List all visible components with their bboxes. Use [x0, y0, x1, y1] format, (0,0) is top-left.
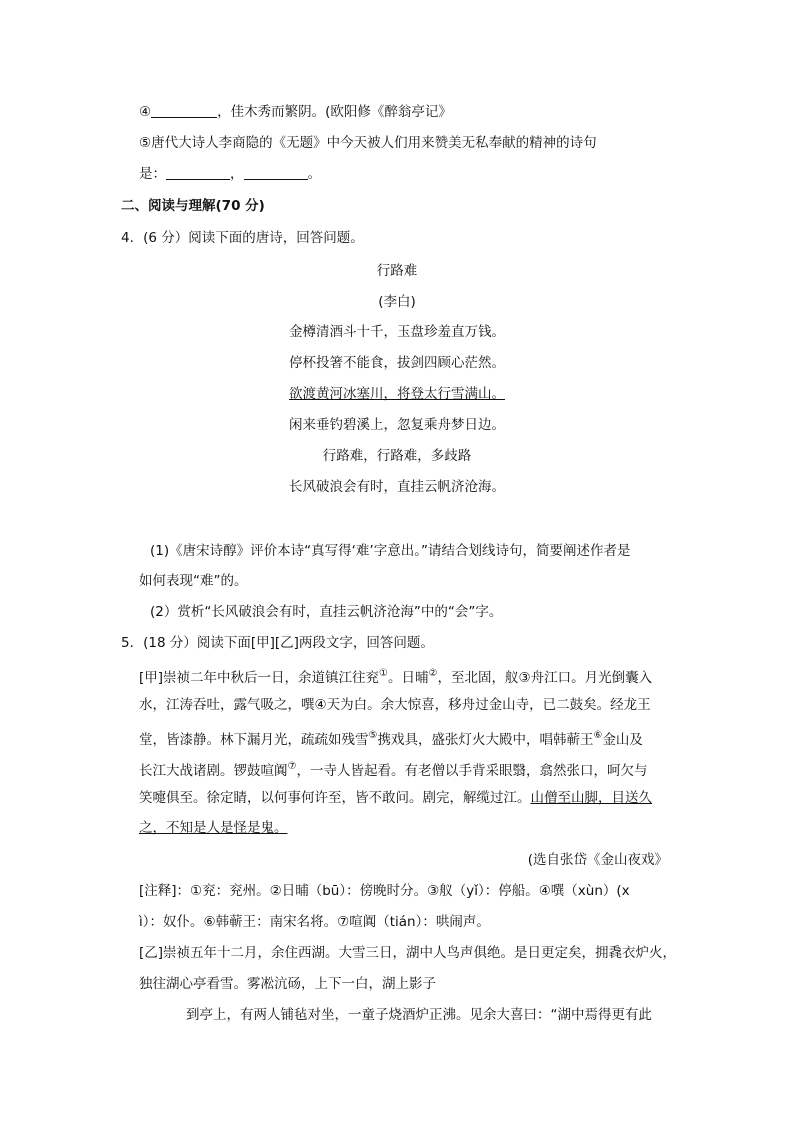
q4-stem: 4．(6 分）阅读下面的唐诗，回答问题。	[121, 230, 364, 246]
q3-item4: ④ ，佳木秀而繁阴。(欧阳修《醉翁亭记》	[139, 104, 452, 120]
q4-sub2: (2）赏析“长风破浪会有时，直挂云帆济沧海”中的“会”字。	[150, 604, 503, 620]
q4-sub1-line1: (1)《唐宋诗醇》评价本诗“真写得‘难’字意出。”请结合划线诗句，简要阐述作者是	[150, 543, 631, 559]
footnote-marker: ⑥	[593, 730, 603, 741]
passage-source: (选自张岱《金山夜戏》	[527, 852, 668, 868]
passage-yi-line: [乙]崇祯五年十二月，余住西湖。大雪三日，湖中人鸟声俱绝。是日更定矣，拥毳衣炉火，	[139, 945, 677, 961]
underlined-sentence: 之，不知是人是怪是鬼。	[139, 820, 288, 836]
footnote-marker: ④	[314, 697, 327, 713]
footnote-marker: ⑦	[287, 761, 297, 772]
footnote-marker: ⑤	[368, 730, 378, 741]
section-heading: 二、阅读与理解(70 分)	[121, 198, 265, 214]
footnote-marker: ②	[428, 668, 438, 679]
answer-blank[interactable]	[151, 103, 217, 118]
footnote-marker: ③	[518, 670, 531, 686]
passage-jia-line: 笑嚏俱至。徐定睛，以何事何许至，皆不敢问。剧完，解缆过江。山僧至山脚，目送久	[139, 790, 652, 806]
passage-jia-line: [甲]崇祯二年中秋后一日，余道镇江往兖①。日晡②，至北固，舣③舟江口。月光倒囊入	[139, 668, 653, 686]
passage-jia-line: 堂，皆漆静。林下漏月光，疏疏如残雪⑤携戏具，盛张灯火大殿中，唱韩蕲王⑥金山及	[139, 730, 643, 748]
q3-item5-line2: 是： ， 。	[139, 166, 321, 182]
poem-line-underlined: 欲渡黄河冰塞川，将登太行雪满山。	[289, 386, 505, 402]
underlined-sentence: 山僧至山脚，目送久	[530, 790, 652, 806]
answer-blank[interactable]	[244, 165, 308, 180]
notes-line: [注释]：①兖：兖州。②日晡（bū）：傍晚时分。③舣（yǐ）：停船。④噀（xùn）(x	[139, 883, 630, 899]
passage-yi-line: 独往湖心亭看雪。雾凇沆砀，上下一白，湖上影子	[139, 976, 436, 992]
poem-title: 行路难	[376, 263, 418, 279]
footnote-marker: ①	[379, 668, 389, 679]
notes-line: ì）：奴仆。⑥韩蕲王：南宋名将。⑦喧阗（tián）：哄闹声。	[139, 914, 490, 930]
q3-item5-line1: ⑤唐代大诗人李商隐的《无题》中今天被人们用来赞美无私奉献的精神的诗句	[139, 135, 597, 151]
poem-author: (李白)	[378, 294, 416, 310]
poem-line: 闲来垂钓碧溪上，忽复乘舟梦日边。	[289, 417, 505, 433]
passage-jia-line: 水，江涛吞吐，露气吸之，噀④天为白。余大惊喜，移舟过金山寺，已二鼓矣。经龙王	[139, 697, 651, 713]
q4-sub1-line2: 如何表现“难”的。	[139, 573, 248, 589]
q5-stem: 5．(18 分）阅读下面[甲][乙]两段文字，回答问题。	[121, 635, 434, 651]
passage-yi-line: 到亭上，有两人铺毡对坐，一童子烧酒炉正沸。见余大喜曰：“湖中焉得更有此	[186, 1007, 652, 1023]
passage-jia-line: 长江大战诸剧。锣鼓喧阗⑦，一寺人皆起看。有老僧以手背采眼翳，翕然张口，呵欠与	[139, 761, 648, 779]
poem-line: 行路难，行路难，多歧路	[322, 448, 472, 464]
poem-line: 停杯投箸不能食，拔剑四顾心茫然。	[289, 355, 505, 371]
poem-line: 长风破浪会有时，直挂云帆济沧海。	[289, 479, 505, 495]
answer-blank[interactable]	[166, 165, 230, 180]
poem-line: 金樽清酒斗十千，玉盘珍羞直万钱。	[289, 324, 505, 340]
